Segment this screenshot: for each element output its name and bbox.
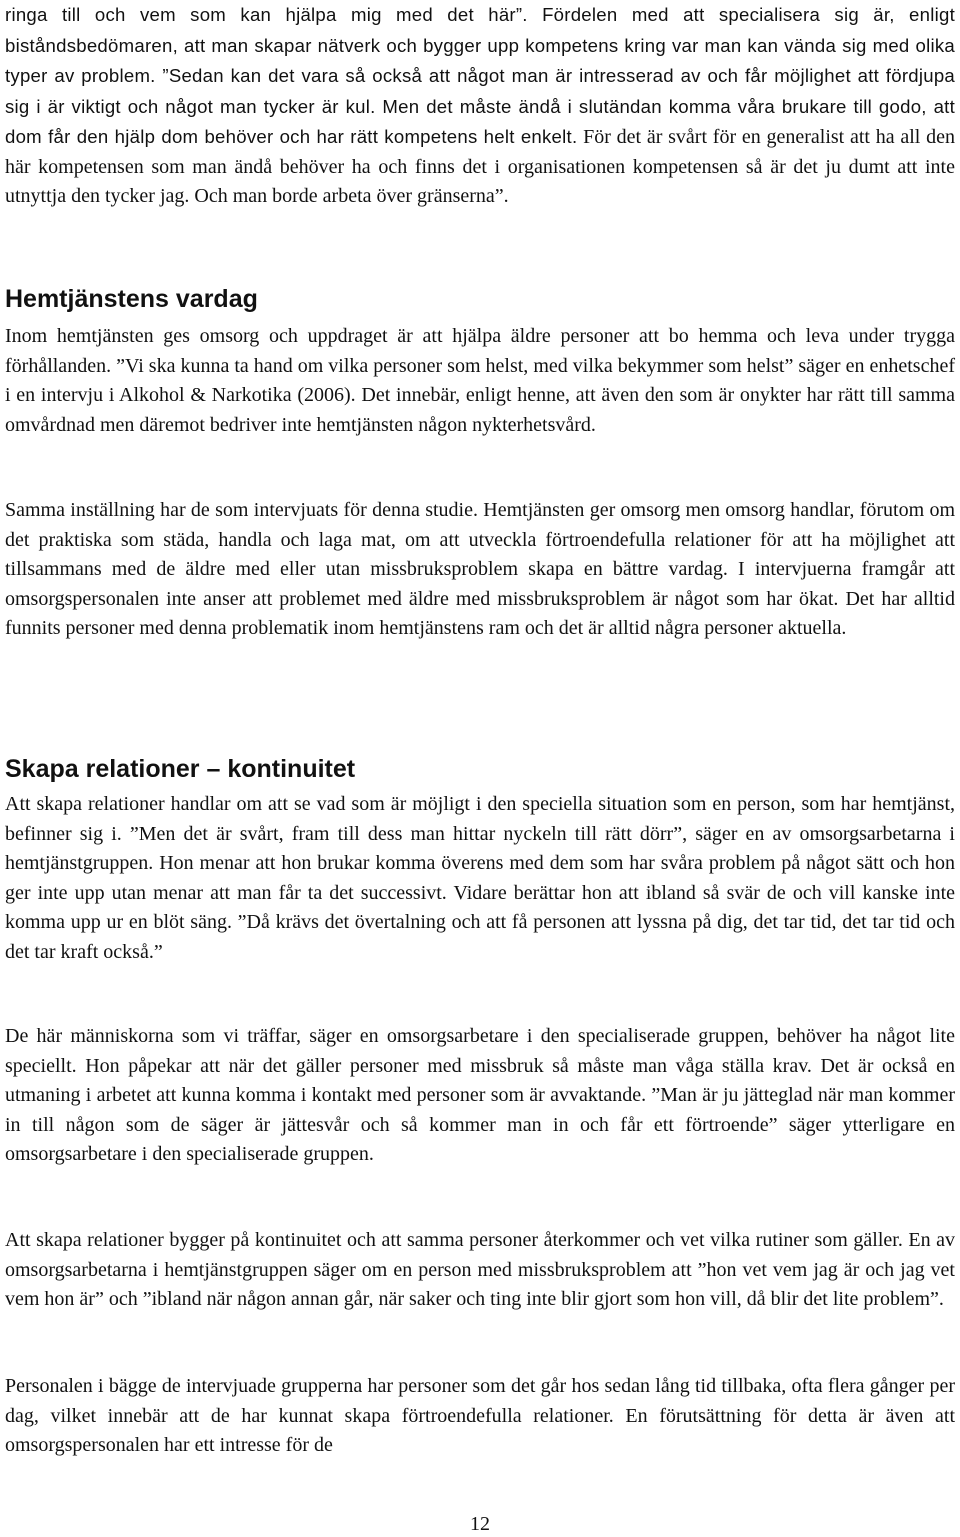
section2-paragraph-1: Att skapa relationer handlar om att se vad som är möjligt i den speciella situation som en person, som har hemtjänst, befinner sig i. ”Men det är svårt, fram till dess man hittar nyckeln till rätt dörr”, säger en av omsorgsarbetarna i hemtjänstgruppen. Hon menar att hon brukar komma överens med dem som har svåra problem på något sätt och hon ger inte upp utan menar att man får ta det successivt. Vidare berättar hon att ibland så svär de och vill kanske inte komma upp ur en blöt säng. ”Då krävs det övertalning och att få personen att lyssna på dig, det tar tid, det tar tid och det tar kraft också.” <box>5 793 955 963</box>
page-number: 12 <box>470 1513 490 1535</box>
section2-paragraph-4: Personalen i bägge de intervjuade grupperna har personer som det går hos sedan lång tid tillbaka, ofta flera gånger per dag, vilket innebär att de har kunnat skapa förtroendefulla relationer. En förutsättning för detta är även att omsorgspersonalen har ett intresse för de <box>5 1375 955 1456</box>
intro-sentence-1: ringa till och vem som kan hjälpa mig med det här”. Fördelen med att specialisera sig är, enligt biståndsbedömaren, att man skapar nätverk och bygger upp kompetens kring var man kan vända sig med olika typer av problem. <box>5 4 955 86</box>
section-heading-hemtjanstens-vardag: Hemtjänstens vardag <box>5 285 258 313</box>
section2-paragraph-3: Att skapa relationer bygger på kontinuitet och att samma personer återkommer och vet vilka rutiner som gäller. En av omsorgsarbetarna i hemtjänstgruppen säger om en person med missbruksproblem att ”hon vet vem jag är och jag vet vem hon är” och ”ibland när någon annan går, när saker och ting inte blir gjort som hon vill, då blir det lite problem”. <box>5 1229 955 1310</box>
section-heading-skapa-relationer: Skapa relationer – kontinuitet <box>5 755 356 783</box>
section2-paragraph-2: De här människorna som vi träffar, säger en omsorgsarbetare i den specialiserade gruppen, behöver ha något lite speciellt. Hon påpekar att när det gäller personer med missbruk så måste man våga ställa krav. Det är också en utmaning i arbetet att kunna komma i kontakt med personer som är avvaktande. ”Man är ju jätteglad när man kommer in till någon som de säger är jättesvår och så kommer man in och får ett förtroende” säger ytterligare en omsorgsarbetare i den specialiserade gruppen. <box>5 1025 955 1165</box>
section1-paragraph-1: Inom hemtjänsten ges omsorg och uppdraget är att hjälpa äldre personer att bo hemma och leva under trygga förhållanden. ”Vi ska kunna ta hand om vilka personer som helst, med vilka bekymmer som helst” säger en enhetschef i en intervju i Alkohol & Narkotika (2006). Det innebär, enligt henne, att även den som är onykter har rätt till samma omvårdnad men däremot bedriver inte hemtjänsten någon nykterhetsvård. <box>5 325 955 436</box>
intro-quote-1: ”Sedan kan det vara så också att något man är intresserad av och får möjlighet att fördjupa sig i är viktigt och något man tycker är kul. Men det måste ändå i slutändan komma våra brukare till godo, att dom får den hjälp dom behöver och har rätt kompetens helt enkelt. <box>5 65 956 147</box>
intro-paragraph <box>5 0 955 212</box>
intro-quote-2: För det är svårt för en generalist att ha all den här kompetensen som man ändå behöver ha och finns det i organisationen kompetensen så är det ju dumt att inte utnyttja den tycker jag. Och man borde arbeta över gränserna”. <box>5 126 955 207</box>
section1-paragraph-2: Samma inställning har de som intervjuats för denna studie. Hemtjänsten ger omsorg men omsorg handlar, förutom om det praktiska som städa, handla och laga mat, om att utveckla förtroendefulla relationer för att ha möjlighet att tillsammans med de äldre med eller utan missbruksproblem skapa en bättre vardag. I intervjuerna framgår att omsorgspersonalen inte anser att problemet med äldre med missbruksproblem är något som har ökat. Det har alltid funnits personer med denna problematik inom hemtjänstens ram och det är alltid några personer aktuella. <box>5 499 955 639</box>
